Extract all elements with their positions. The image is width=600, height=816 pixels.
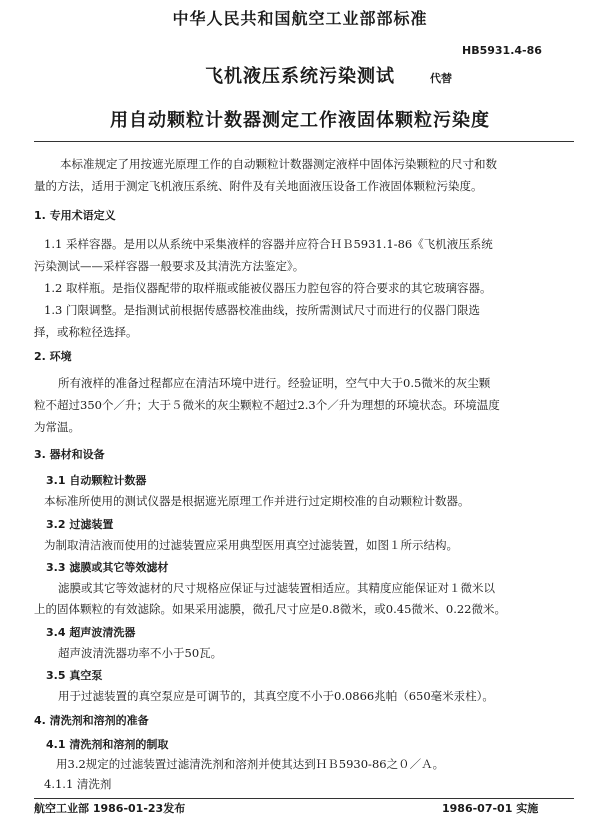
section-4-1-1-heading: 4.1.1 清洗剂 (44, 777, 112, 791)
section-3-3-heading: 3.3 滤膜或其它等效滤材 (46, 561, 169, 574)
section-4-heading: 4. 清洗剂和溶剂的准备 (34, 714, 149, 727)
section-2-line-1: 所有液样的准备过程都应在清洁环境中进行。经验证明，空气中大于0.5微米的灰尘颗 (58, 376, 491, 390)
replaces-label: 代替 (430, 72, 452, 85)
section-3-3-line-1: 滤膜或其它等效滤材的尺寸规格应保证与过滤装置相适应。其精度应能保证对１微米以 (58, 581, 495, 595)
section-3-heading: 3. 器材和设备 (34, 448, 105, 461)
section-3-2-text: 为制取清洁液而使用的过滤装置应采用典型医用真空过滤装置，如图１所示结构。 (44, 538, 458, 552)
section-3-3-line-2: 上的固体颗粒的有效滤除。如果采用滤膜，微孔尺寸应是0.8微米，或0.45微米、0.22微米。 (34, 602, 506, 616)
effective-date: 1986-07-01 实施 (442, 802, 539, 815)
section-3-2-heading: 3.2 过滤装置 (46, 518, 114, 531)
intro-line-1: 本标准规定了用按遮光原理工作的自动颗粒计数器测定液样中固体污染颗粒的尺寸和数 (60, 157, 497, 171)
document-subtitle: 用自动颗粒计数器测定工作液固体颗粒污染度 (110, 110, 490, 131)
standard-number: HB5931.4-86 (462, 44, 542, 57)
section-3-5-text: 用于过滤装置的真空泵应是可调节的，其真空度不小于0.0866兆帕（650毫米汞柱）。 (58, 689, 494, 703)
section-2-line-2: 粒不超过350个／升；大于５微米的灰尘颗粒不超过2.3个／升为理想的环境状态。环境温度 (34, 398, 500, 412)
item-1-3-line-1: 1.3 门限调整。是指测试前根据传感器校准曲线，按所需测试尺寸而进行的仪器门限选 (44, 303, 480, 317)
item-1-1-line-2: 污染测试——采样容器一般要求及其清洗方法鉴定》。 (34, 259, 305, 273)
section-4-1-text: 用3.2规定的过滤装置过滤清洗剂和溶剂并使其达到ＨＢ5930-86之０／Ａ。 (56, 757, 445, 771)
header-divider (34, 141, 574, 142)
intro-line-2: 量的方法，适用于测定飞机液压系统、附件及有关地面液压设备工作液固体颗粒污染度。 (34, 179, 483, 193)
section-3-5-heading: 3.5 真空泵 (46, 669, 103, 682)
section-3-4-heading: 3.4 超声波清洗器 (46, 626, 136, 639)
section-3-1-heading: 3.1 自动颗粒计数器 (46, 474, 147, 487)
footer-divider (34, 798, 574, 799)
section-2-heading: 2. 环境 (34, 350, 72, 363)
section-3-1-text: 本标准所使用的测试仪器是根据遮光原理工作并进行过定期校准的自动颗粒计数器。 (44, 494, 470, 508)
item-1-2: 1.2 取样瓶。是指仪器配带的取样瓶或能被仪器压力腔包容的符合要求的其它玻璃容器。 (44, 281, 492, 295)
section-3-4-text: 超声波清洗器功率不小于50瓦。 (58, 646, 223, 660)
section-2-line-3: 为常温。 (34, 420, 80, 434)
item-1-1-line-1: 1.1 采样容器。是用以从系统中采集液样的容器并应符合ＨＢ5931.1-86《飞机液压系统 (44, 237, 493, 251)
section-4-1-heading: 4.1 清洗剂和溶剂的制取 (46, 738, 169, 751)
standard-title: 中华人民共和国航空工业部部标准 (172, 9, 428, 28)
document-title: 飞机液压系统污染测试 (205, 66, 395, 87)
item-1-3-line-2: 择，或称粒径选择。 (34, 325, 138, 339)
section-1-heading: 1. 专用术语定义 (34, 209, 116, 222)
issue-date: 航空工业部 1986-01-23发布 (34, 802, 186, 815)
